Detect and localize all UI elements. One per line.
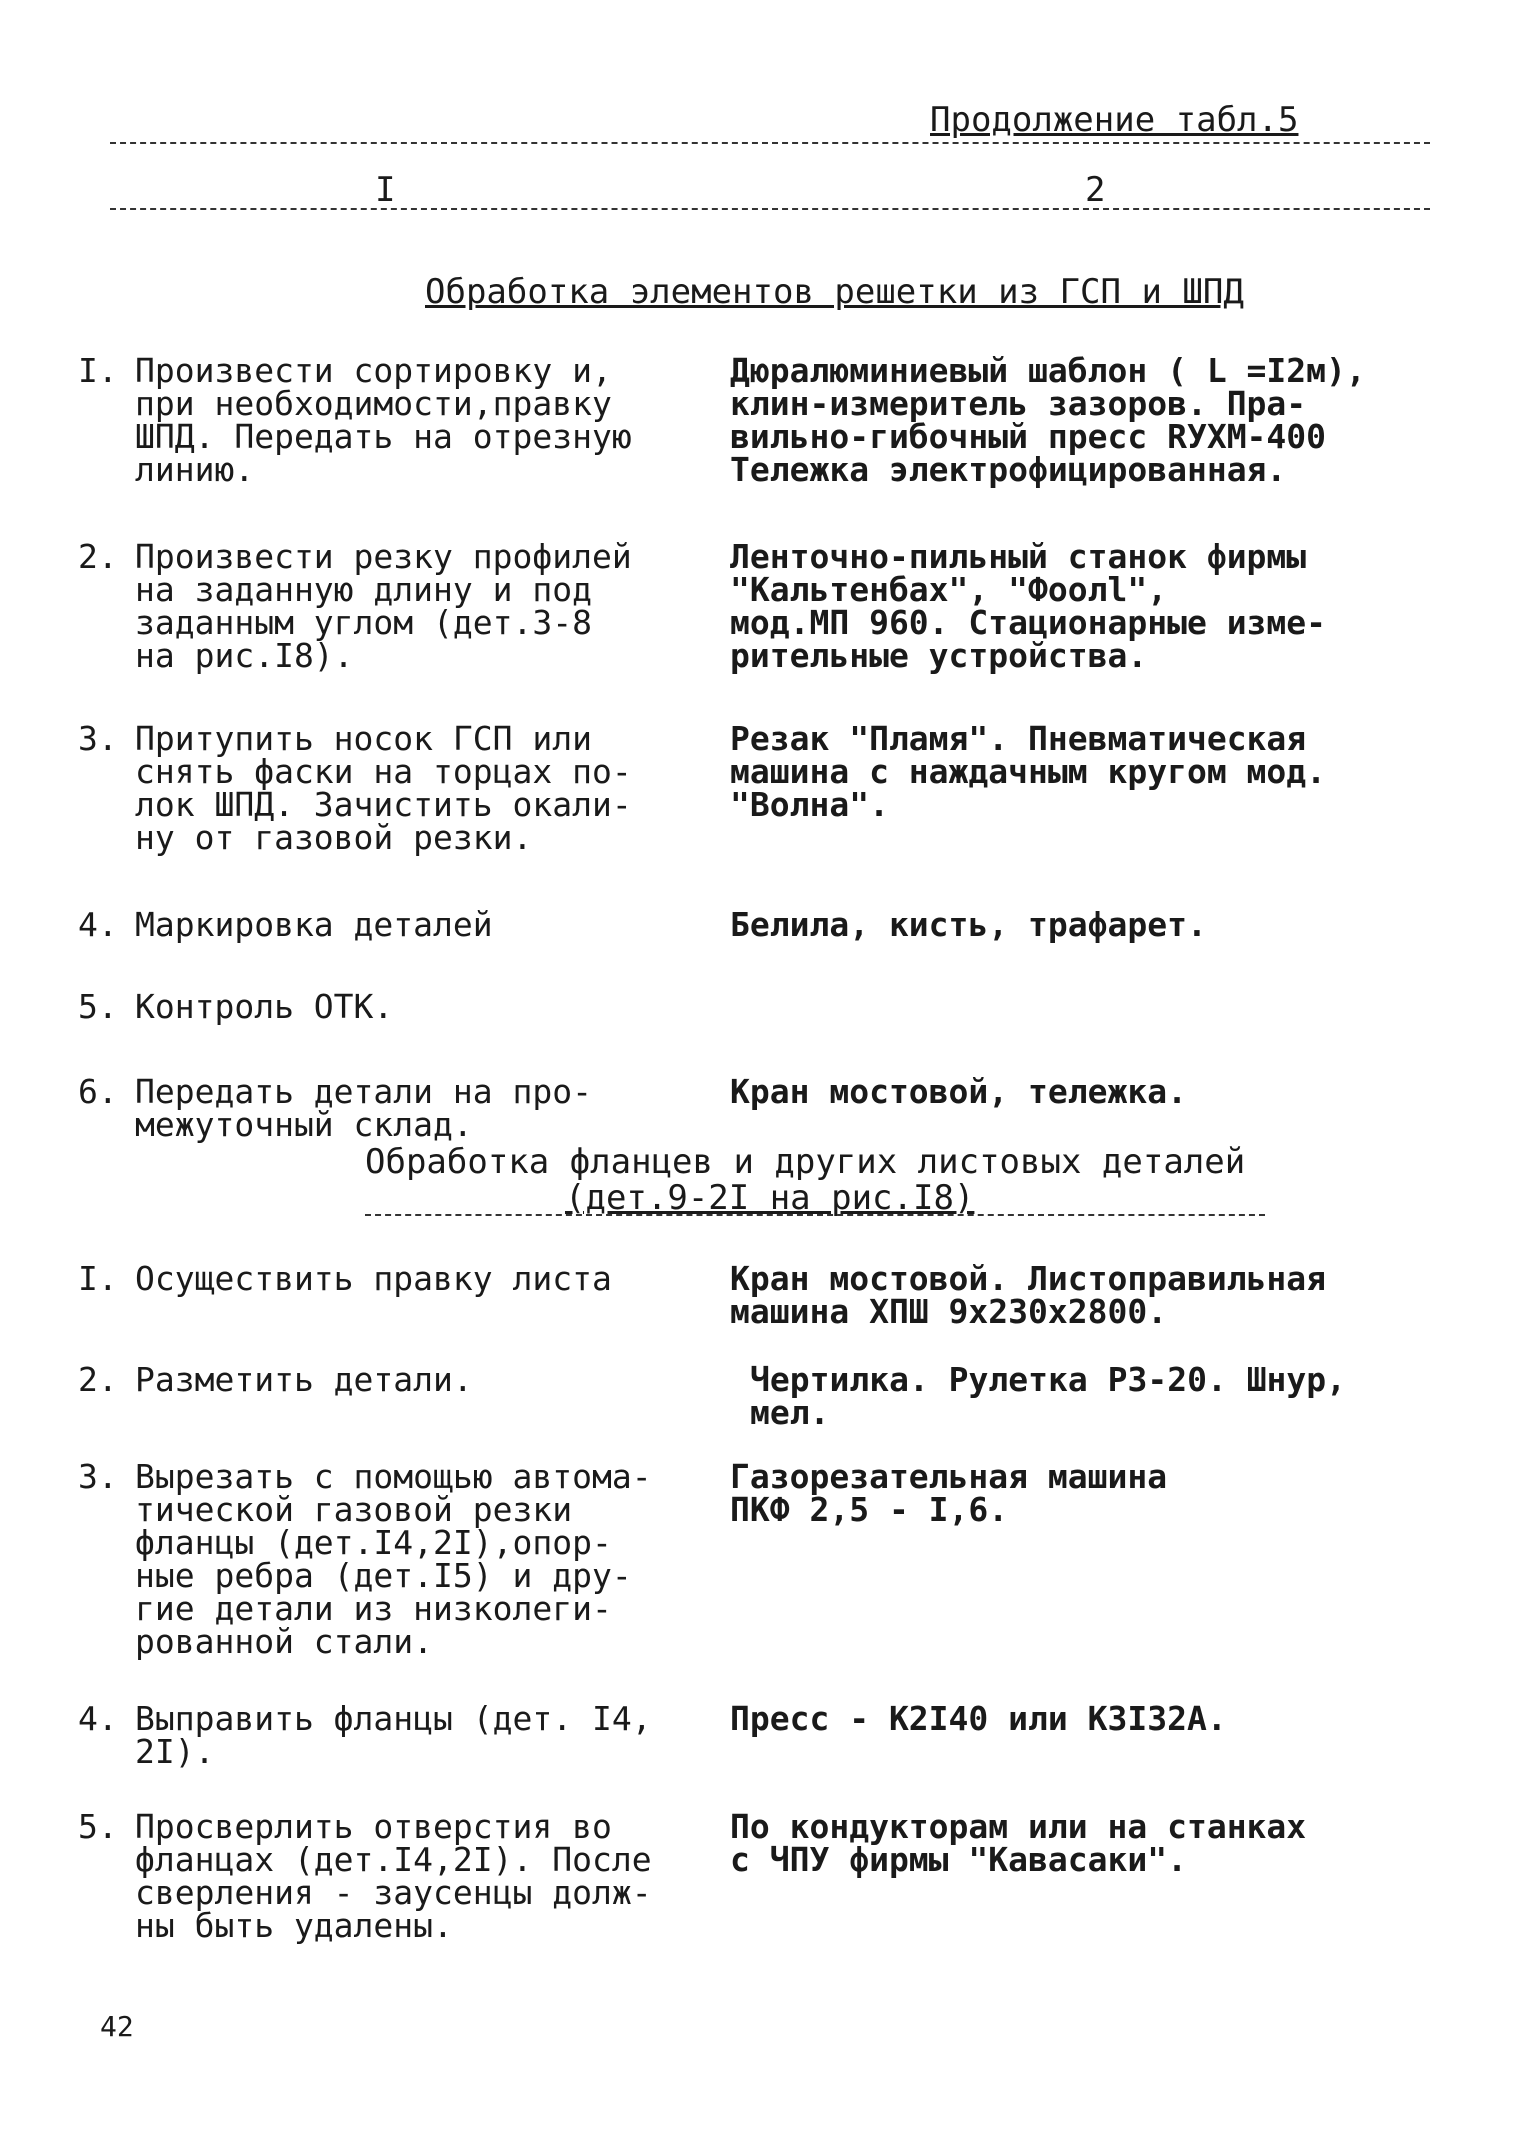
s1-row3-equipment: Резак "Пламя". Пневматическая машина с наждачным кругом мод. "Волна". [730, 719, 1327, 824]
s2-row2-num: 2. [78, 1360, 118, 1399]
s1-row6-equipment: Кран мостовой, тележка. [730, 1072, 1187, 1111]
s1-row5-operation: Контроль ОТК. [135, 987, 394, 1026]
column-1-header: I [375, 170, 396, 210]
s2-row1-operation: Осуществить правку листа [135, 1259, 612, 1298]
s2-row3-equipment: Газорезательная машина ПКФ 2,5 - I,6. [730, 1457, 1168, 1529]
s2-row1-equipment: Кран мостовой. Листоправильная машина ХПШ 9х230х2800. [730, 1259, 1327, 1331]
s1-row2-num: 2. [78, 537, 118, 576]
s2-row4-operation: Выправить фланцы (дет. I4, 2I). [135, 1699, 652, 1771]
s1-row3-num: 3. [78, 719, 118, 758]
s1-row1-num: I. [78, 351, 118, 390]
s2-row4-equipment: Пресс - К2I40 или К3I32А. [730, 1699, 1227, 1738]
s2-row3-num: 3. [78, 1457, 118, 1496]
header-top-rule [110, 142, 1430, 144]
section-2-title: Обработка фланцев и других листовых деталей [365, 1142, 1246, 1182]
page-number: 42 [100, 2010, 134, 2043]
s1-row6-num: 6. [78, 1072, 118, 1111]
s2-row1-num: I. [78, 1259, 118, 1298]
s1-row5-num: 5. [78, 987, 118, 1026]
section-2-rule [365, 1214, 1265, 1216]
s2-row5-num: 5. [78, 1807, 118, 1846]
s2-row2-equipment: Чертилка. Рулетка Р3-20. Шнур, мел. [750, 1360, 1347, 1432]
s2-row4-num: 4. [78, 1699, 118, 1738]
s2-row5-operation: Просверлить отверстия во фланцах (дет.I4,2I). После сверления - заусенцы долж- ны быть удалены. [135, 1807, 652, 1945]
s1-row3-operation: Притупить носок ГСП или снять фаски на торцах по- лок ШПД. Зачистить окали- ну от газовой резки. [135, 719, 632, 857]
header-bottom-rule [110, 208, 1430, 210]
s2-row3-operation: Вырезать с помощью автома- тической газовой резки фланцы (дет.I4,2I),опор- ные ребра (дет.I5) и дру- гие детали из низколеги- рованной стали. [135, 1457, 652, 1661]
table-continuation-label: Продолжение табл.5 [930, 100, 1299, 140]
s2-row5-equipment: По кондукторам или на станках с ЧПУ фирмы "Кавасаки". [730, 1807, 1307, 1879]
s1-row2-equipment: Ленточно-пильный станок фирмы "Кальтенбах", "Фоолl", мод.МП 960. Стационарные изме- рительные устройства. [730, 537, 1327, 675]
s1-row4-num: 4. [78, 905, 118, 944]
s1-row1-equipment: Дюралюминиевый шаблон ( L =I2м), клин-измеритель зазоров. Пра- вильно-гибочный пресс RУХМ-400 Тележка электрофицированная. [730, 351, 1366, 489]
s1-row4-operation: Маркировка деталей [135, 905, 493, 944]
s1-row1-operation: Произвести сортировку и, при необходимости,правку ШПД. Передать на отрезную линию. [135, 351, 632, 489]
section-2-subtitle: (дет.9-2I на рис.I8) [565, 1178, 975, 1218]
s2-row2-operation: Разметить детали. [135, 1360, 473, 1399]
s1-row2-operation: Произвести резку профилей на заданную длину и под заданным углом (дет.3-8 на рис.I8). [135, 537, 632, 675]
column-2-header: 2 [1085, 170, 1106, 210]
s1-row6-operation: Передать детали на про- межуточный склад. [135, 1072, 592, 1144]
section-1-title: Обработка элементов решетки из ГСП и ШПД [425, 272, 1244, 312]
s1-row4-equipment: Белила, кисть, трафарет. [730, 905, 1207, 944]
